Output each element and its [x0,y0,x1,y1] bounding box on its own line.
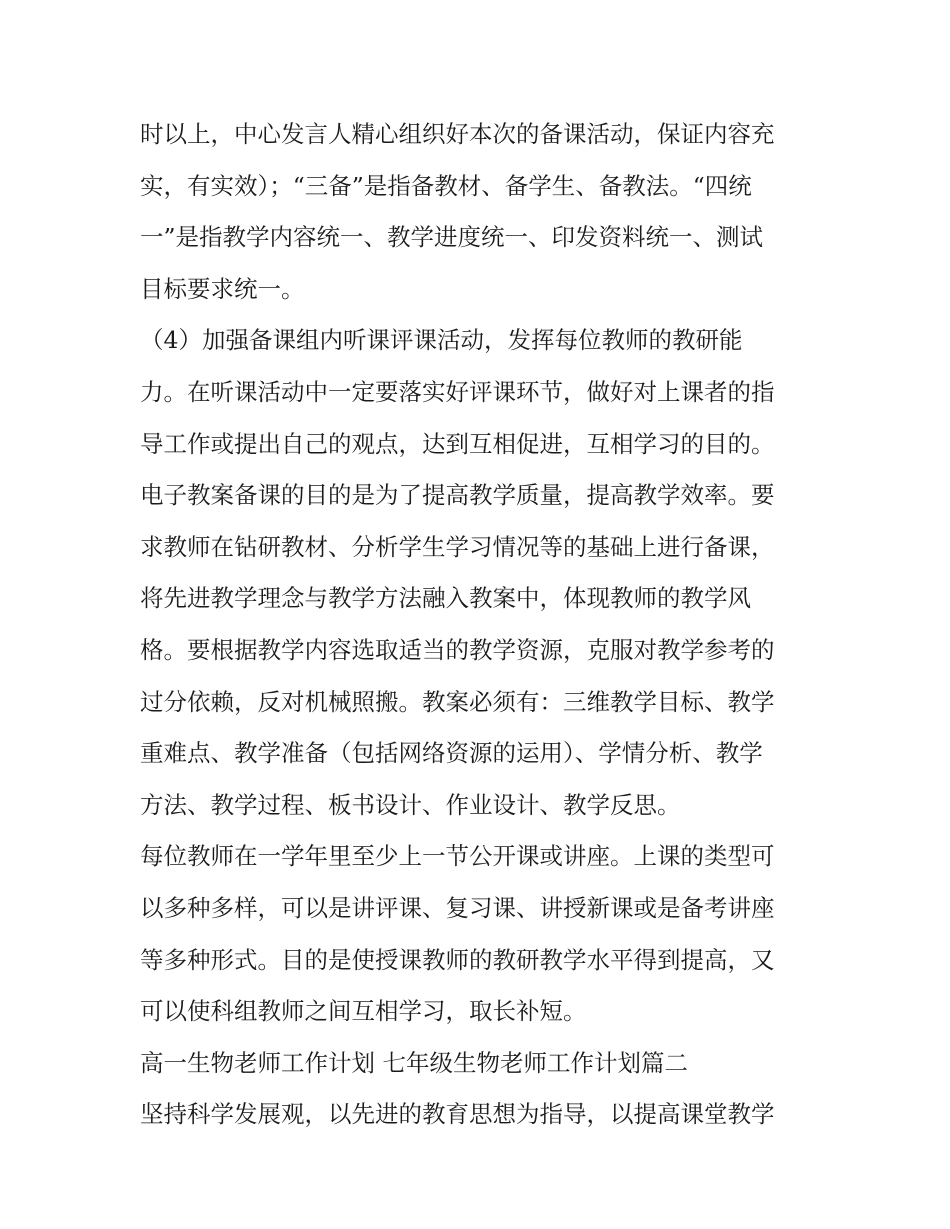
text-line: 导工作或提出自己的观点，达到互相促进，互相学习的目的。 [140,429,775,458]
section-heading: 高一生物老师工作计划 七年级生物老师工作计划篇二 [140,1048,688,1077]
text-line: 将先进教学理念与教学方法融入教案中，体现教师的教学风 [140,584,751,613]
text-line: 实，有实效）；“三备”是指备教材、备学生、备教法。“四统 [140,171,752,200]
text-line: 坚持科学发展观，以先进的教育思想为指导，以提高课堂教学 [140,1100,775,1129]
text-line: 求教师在钻研教材、分析学生学习情况等的基础上进行备课， [140,532,775,561]
text-line: 目标要求统一。 [140,274,305,303]
text-line: 过分依赖，反对机械照搬。教案必须有：三维教学目标、教学 [140,687,775,716]
text-line: 电子教案备课的目的是为了提高教学质量，提高教学效率。要 [140,481,775,510]
text-line: 时以上，中心发言人精心组织好本次的备课活动，保证内容充 [140,120,775,148]
text-line: 可以使科组教师之间互相学习，取长补短。 [140,997,587,1026]
text-line: 格。要根据教学内容选取适当的教学资源，克服对教学参考的 [140,635,775,664]
text-line: 力。在听课活动中一定要落实好评课环节，做好对上课者的指 [140,377,775,406]
body-text [140,109,820,1141]
text-line: 每位教师在一学年里至少上一节公开课或讲座。上课的类型可 [140,842,775,871]
text-line: 方法、教学过程、板书设计、作业设计、教学反思。 [140,790,681,819]
text-line: 一”是指教学内容统一、教学进度统一、印发资料统一、测试 [140,223,764,252]
text-line: 等多种形式。目的是使授课教师的教研教学水平得到提高，又 [140,945,775,974]
text-line: 以多种多样，可以是讲评课、复习课、讲授新课或是备考讲座 [140,893,775,922]
text-line: 重难点、教学准备（包括网络资源的运用）、学情分析、教学 [140,739,763,768]
text-line: （4）加强备课组内听课评课活动，发挥每位教师的教研能 [140,326,743,355]
